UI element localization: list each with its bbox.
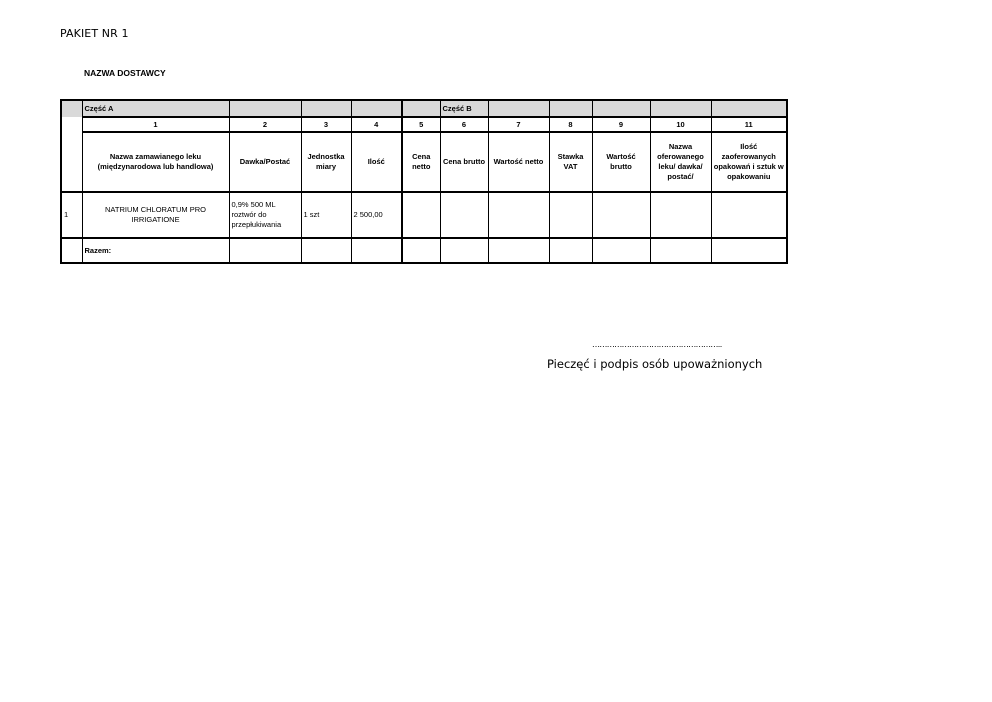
- table-row: [61, 192, 787, 238]
- row-number: 1: [61, 192, 82, 238]
- column-number: 6: [440, 117, 488, 132]
- column-header: Wartość netto: [488, 132, 549, 192]
- column-number: 2: [229, 117, 301, 132]
- column-number: 4: [351, 117, 402, 132]
- column-number: 10: [650, 117, 711, 132]
- net-value-cell: [488, 192, 549, 238]
- quantity-cell: 2 500,00: [351, 192, 402, 238]
- drug-name-cell: NATRIUM CHLORATUM PRO IRRIGATIONE: [82, 192, 229, 238]
- vat-rate-cell: [549, 192, 592, 238]
- gross-value-cell: [592, 192, 650, 238]
- total-row: [61, 238, 787, 263]
- dose-form-cell: 0,9% 500 ML roztwór do przepłukiwania: [229, 192, 301, 238]
- net-price-cell: [402, 192, 440, 238]
- column-number: 1: [82, 117, 229, 132]
- package-heading: PAKIET NR 1: [60, 27, 129, 40]
- column-header: Ilość zaoferowanych opakowań i sztuk w opakowaniu: [711, 132, 787, 192]
- signature-line: ……………………………………………..: [592, 340, 722, 349]
- column-header: Jednostka miary: [301, 132, 351, 192]
- section-header-row: [61, 100, 787, 117]
- part-b-label: Część B: [440, 100, 488, 117]
- part-a-label: Część A: [82, 100, 229, 117]
- column-header: Dawka/Postać: [229, 132, 301, 192]
- column-number: 3: [301, 117, 351, 132]
- column-header: Nazwa oferowanego leku/ dawka/ postać/: [650, 132, 711, 192]
- offered-drug-cell: [650, 192, 711, 238]
- column-number: 9: [592, 117, 650, 132]
- column-header: Cena netto: [402, 132, 440, 192]
- signature-label: Pieczęć i podpis osób upoważnionych: [547, 357, 763, 371]
- column-number: 8: [549, 117, 592, 132]
- column-header: Cena brutto: [440, 132, 488, 192]
- offered-packages-cell: [711, 192, 787, 238]
- gross-price-cell: [440, 192, 488, 238]
- column-number-row: [61, 117, 787, 132]
- column-number: 5: [402, 117, 440, 132]
- unit-cell: 1 szt: [301, 192, 351, 238]
- column-header: Nazwa zamawianego leku (międzynarodowa lub handlowa): [82, 132, 229, 192]
- column-header: Wartość brutto: [592, 132, 650, 192]
- supplier-name-label: NAZWA DOSTAWCY: [84, 68, 166, 78]
- column-number: 11: [711, 117, 787, 132]
- column-header: Ilość: [351, 132, 402, 192]
- section-spacer-cell: [61, 100, 82, 117]
- total-label: Razem:: [82, 238, 229, 263]
- column-header-row: [61, 132, 787, 192]
- pricing-table: [60, 99, 788, 264]
- column-header: Stawka VAT: [549, 132, 592, 192]
- column-number: 7: [488, 117, 549, 132]
